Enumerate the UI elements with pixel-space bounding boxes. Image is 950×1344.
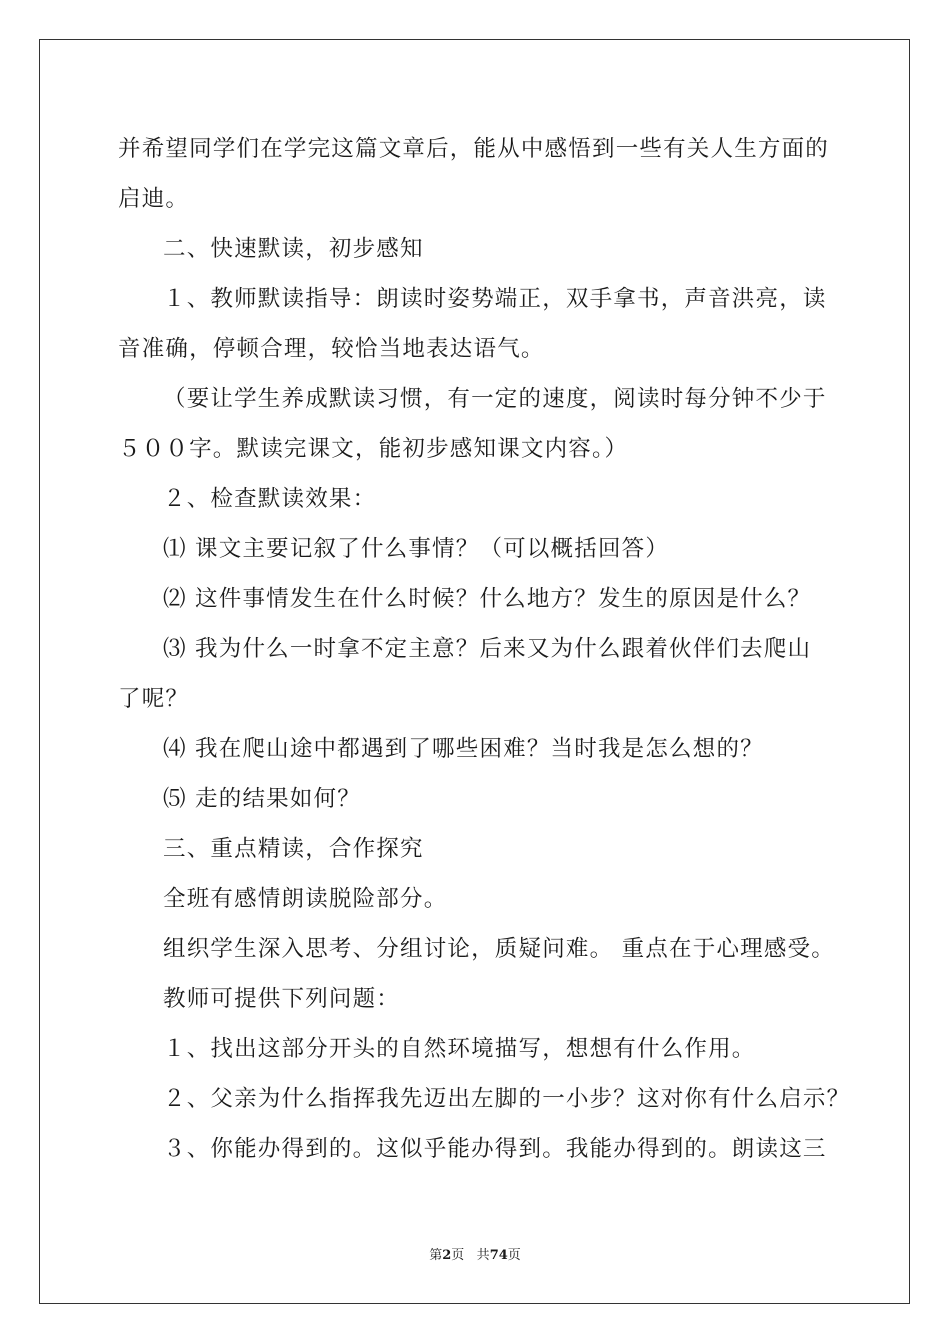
section-heading: 二、快速默读，初步感知 bbox=[163, 236, 424, 262]
section-heading: 三、重点精读，合作探究 bbox=[163, 836, 424, 862]
question-item: ⑶ 我为什么一时拿不定主意？后来又为什么跟着伙伴们去爬山 bbox=[163, 636, 812, 662]
total-suffix: 页 bbox=[507, 1248, 521, 1263]
page-footer bbox=[0, 1247, 950, 1265]
text-line: （要让学生养成默读习惯，有一定的速度，阅读时每分钟不少于 bbox=[163, 386, 827, 412]
text-line: ３、你能办得到的。这似乎能办得到。我能办得到的。朗读这三 bbox=[163, 1136, 827, 1162]
question-item: ⑵ 这件事情发生在什么时候？什么地方？发生的原因是什么？ bbox=[163, 586, 812, 612]
text-line: 组织学生深入思考、分组讨论，质疑问难。 重点在于心理感受。 bbox=[163, 936, 835, 962]
text-line: １、找出这部分开头的自然环境描写，想想有什么作用。 bbox=[163, 1036, 756, 1062]
total-pages: 74 bbox=[489, 1248, 508, 1263]
question-item: ⑴ 课文主要记叙了什么事情？（可以概括回答） bbox=[163, 536, 670, 562]
text-line: 并希望同学们在学完这篇文章后，能从中感悟到一些有关人生方面的 bbox=[118, 136, 830, 162]
page-prefix: 第 bbox=[429, 1248, 443, 1263]
question-item: ⑸ 走的结果如何？ bbox=[163, 786, 361, 812]
text-line: 教师可提供下列问题： bbox=[163, 986, 401, 1012]
text-line: 启迪。 bbox=[118, 186, 190, 212]
page-suffix: 页 bbox=[451, 1248, 465, 1263]
page-border bbox=[39, 39, 910, 1304]
text-line: ２、检查默读效果： bbox=[163, 486, 377, 512]
total-prefix: 共 bbox=[476, 1248, 490, 1263]
text-line: 音准确，停顿合理，较恰当地表达语气。 bbox=[118, 336, 545, 362]
text-line: 全班有感情朗读脱险部分。 bbox=[163, 886, 448, 912]
text-line: 了呢？ bbox=[118, 686, 190, 712]
text-line: ２、父亲为什么指挥我先迈出左脚的一小步？这对你有什么启示？ bbox=[163, 1086, 851, 1112]
question-item: ⑷ 我在爬山途中都遇到了哪些困难？当时我是怎么想的？ bbox=[163, 736, 764, 762]
text-line: ５００字。默读完课文，能初步感知课文内容。） bbox=[118, 436, 629, 462]
text-line: １、教师默读指导：朗读时姿势端正，双手拿书，声音洪亮，读 bbox=[163, 286, 827, 312]
page-number: 2 bbox=[442, 1248, 452, 1263]
